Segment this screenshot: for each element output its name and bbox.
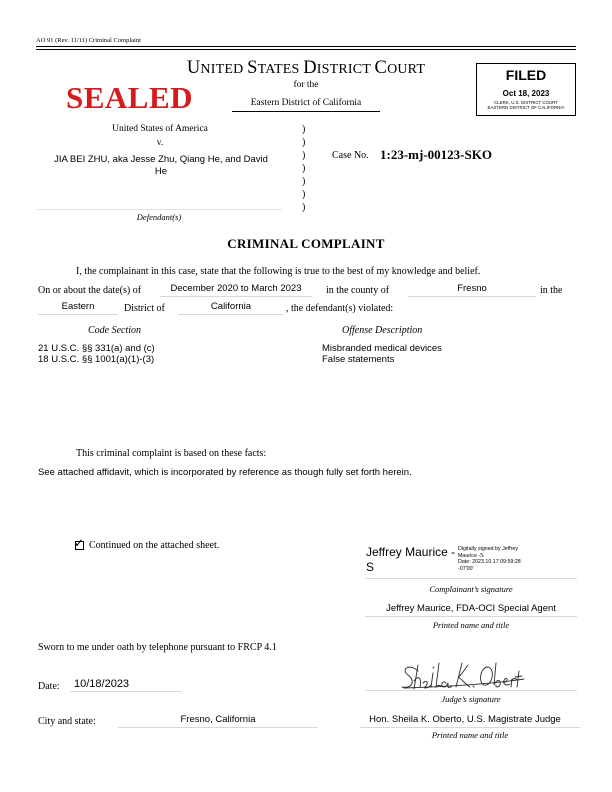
code-section-header: Code Section bbox=[88, 325, 142, 336]
caption-paren: ) bbox=[302, 163, 306, 174]
filed-stamp bbox=[476, 63, 576, 116]
judge-handwritten-signature bbox=[396, 657, 526, 693]
complainant-printed-label: Printed name and title bbox=[432, 620, 510, 630]
defendant-rule bbox=[36, 209, 282, 210]
city-state-value: Fresno, California bbox=[180, 714, 256, 725]
court-title-part-3: ISTRICT bbox=[316, 62, 375, 77]
judge-printed-label: Printed name and title bbox=[431, 730, 509, 740]
caption-paren: ) bbox=[302, 137, 306, 148]
violated-text: , the defendant(s) violated: bbox=[286, 303, 394, 314]
stamp-line: -07'00' bbox=[458, 565, 474, 572]
court-title-initial-d: D bbox=[303, 58, 317, 78]
case-number-label: Case No. bbox=[332, 150, 369, 161]
judge-signature-label: Judge’s signature bbox=[441, 694, 501, 704]
district-rule bbox=[232, 111, 380, 112]
stamp-line: Date: 2023.10.17 09:59:28 bbox=[458, 559, 521, 566]
district-name: Eastern District of California bbox=[250, 98, 362, 108]
header-rule bbox=[36, 46, 576, 50]
defendant-names: JIA BEI ZHU, aka Jesse Zhu, Qiang He, and David He bbox=[54, 154, 268, 177]
court-title-part-4: OURT bbox=[387, 62, 426, 77]
dates-field: December 2020 to March 2023 bbox=[160, 283, 312, 297]
facts-text: See attached affidavit, which is incorporated by reference as though fully set forth herein. bbox=[38, 467, 412, 478]
offense-item: False statements bbox=[322, 354, 395, 365]
court-title-part-2: TATES bbox=[257, 62, 304, 77]
county-field: Fresno bbox=[408, 283, 536, 297]
judge-printed-name: Hon. Sheila K. Oberto, U.S. Magistrate Judge bbox=[369, 714, 561, 725]
code-section-item: 18 U.S.C. §§ 1001(a)(1)-(3) bbox=[38, 354, 155, 365]
complainant-printed-name: Jeffrey Maurice, FDA-OCI Special Agent bbox=[386, 603, 556, 614]
plaintiff-name: United States of America bbox=[112, 124, 208, 134]
caption-paren: ) bbox=[302, 124, 306, 135]
court-title-initial-s: S bbox=[247, 58, 258, 78]
offense-item: Misbranded medical devices bbox=[322, 343, 442, 354]
date-label: Date: bbox=[38, 681, 60, 692]
filed-clerk-line-1: CLERK, U.S. DISTRICT COURT bbox=[494, 100, 558, 105]
court-title-initial-u: U bbox=[186, 58, 201, 78]
stamp-line: Maurice -S bbox=[458, 552, 484, 559]
judge-name-rule bbox=[360, 727, 580, 728]
in-the-text: in the bbox=[540, 285, 563, 296]
facts-intro: This criminal complaint is based on these facts: bbox=[76, 448, 267, 459]
versus-text: v. bbox=[156, 138, 164, 148]
date-prefix-text: On or about the date(s) of bbox=[38, 285, 142, 296]
date-rule bbox=[70, 691, 182, 692]
date-county-line bbox=[38, 285, 578, 299]
court-title-part-1: NITED bbox=[200, 62, 248, 77]
court-title bbox=[170, 58, 442, 79]
offense-description-header: Offense Description bbox=[342, 325, 423, 336]
state-field: California bbox=[178, 301, 284, 315]
stamp-line: Digitally signed by Jeffrey bbox=[458, 546, 518, 552]
document-title: CRIMINAL COMPLAINT bbox=[227, 236, 385, 251]
district-state-line bbox=[38, 303, 578, 317]
filed-title: FILED bbox=[505, 67, 547, 83]
complainant-digital-signature: Jeffrey Maurice - S bbox=[366, 545, 456, 574]
judge-signature-rule bbox=[365, 690, 577, 691]
defendant-label: Defendant(s) bbox=[136, 212, 182, 222]
complainant-name-rule bbox=[365, 616, 577, 617]
caption-paren: ) bbox=[302, 202, 306, 213]
complainant-signature-rule bbox=[365, 578, 577, 579]
city-state-label: City and state: bbox=[38, 716, 96, 727]
sealed-stamp: SEALED bbox=[66, 80, 194, 115]
district-field: Eastern bbox=[38, 301, 118, 315]
code-section-item: 21 U.S.C. §§ 331(a) and (c) bbox=[38, 343, 155, 354]
court-title-initial-c: C bbox=[374, 58, 388, 78]
form-identifier: AO 91 (Rev. 11/11) Criminal Complaint bbox=[36, 37, 141, 44]
filed-clerk-line-2: EASTERN DISTRICT OF CALIFORNIA bbox=[487, 105, 565, 111]
caption-paren: ) bbox=[302, 150, 306, 161]
caption-paren: ) bbox=[302, 189, 306, 200]
case-number: 1:23-mj-00123-SKO bbox=[380, 147, 492, 162]
continued-label: Continued on the attached sheet. bbox=[89, 540, 220, 551]
complainant-signature-label: Complainant’s signature bbox=[429, 584, 513, 594]
for-the-text: for the bbox=[293, 80, 319, 90]
check-mark-icon: ✓ bbox=[74, 536, 85, 550]
sworn-statement: Sworn to me under oath by telephone pursuant to FRCP 4.1 bbox=[38, 642, 277, 653]
city-state-rule bbox=[118, 727, 318, 728]
county-prefix-text: in the county of bbox=[326, 285, 390, 296]
caption-paren: ) bbox=[302, 176, 306, 187]
district-of-text: District of bbox=[124, 303, 165, 314]
date-value: 10/18/2023 bbox=[74, 678, 130, 690]
filed-clerk bbox=[477, 100, 575, 110]
filed-date: Oct 18, 2023 bbox=[502, 89, 550, 98]
digital-signature-stamp bbox=[458, 546, 538, 572]
complaint-intro: I, the complainant in this case, state that the following is true to the best of my knowledge and belief. bbox=[76, 266, 481, 277]
